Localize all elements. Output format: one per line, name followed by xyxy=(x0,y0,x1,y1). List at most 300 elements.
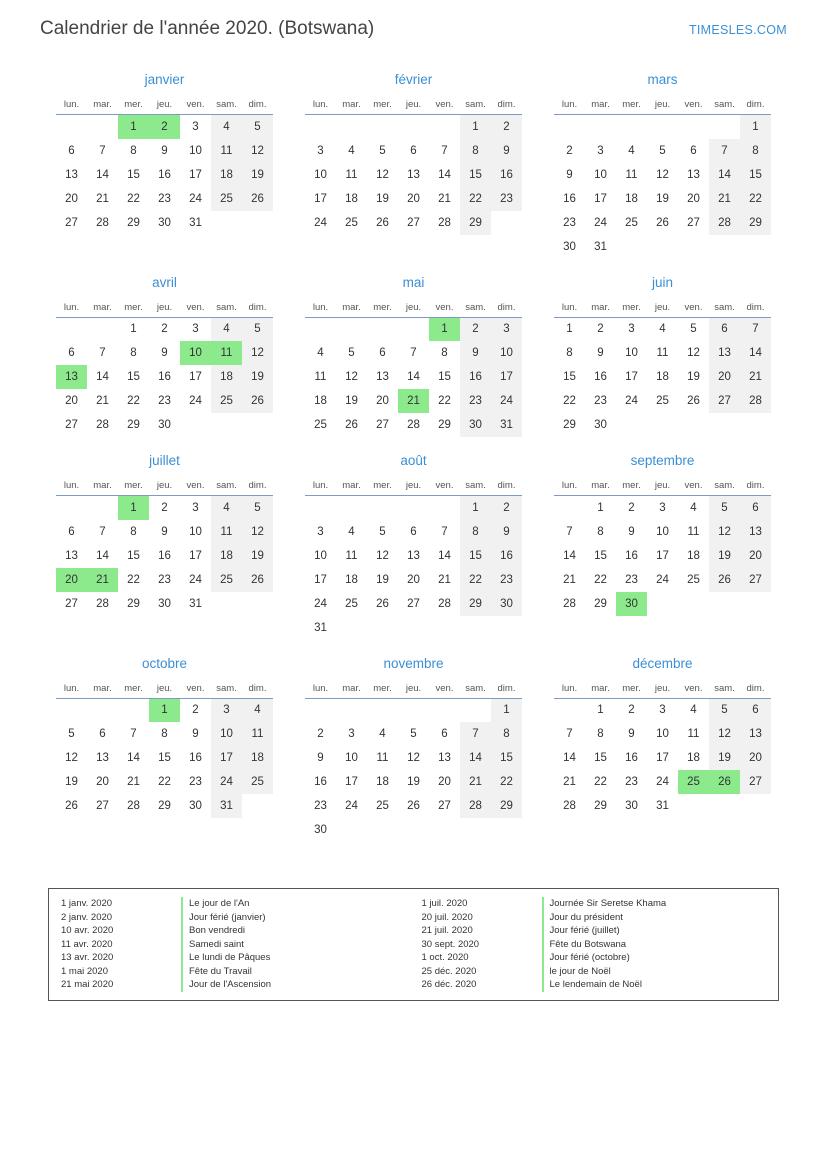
weekday-header: jeu. xyxy=(398,681,429,699)
day-cell: 20 xyxy=(65,395,78,407)
day-cell: 3 xyxy=(192,120,199,133)
day-cell: 15 xyxy=(460,163,491,187)
empty-cell xyxy=(398,616,429,640)
day-cell: 12 xyxy=(242,139,273,163)
legend-row xyxy=(422,938,769,952)
month-table xyxy=(554,681,771,819)
day-cell: 14 xyxy=(96,168,109,181)
day-cell: 19 xyxy=(656,192,669,205)
weekday-header: ven. xyxy=(678,681,709,699)
day-cell: 19 xyxy=(65,776,78,788)
empty-cell xyxy=(87,317,118,341)
day-cell: 9 xyxy=(161,525,168,538)
day-cell: 27 xyxy=(740,770,771,794)
weekday-header: mer. xyxy=(367,681,398,699)
legend-holiday-name: Samedi saint xyxy=(181,938,408,952)
empty-cell xyxy=(211,592,242,616)
week-row xyxy=(56,794,273,818)
weekday-header: mar. xyxy=(336,681,367,699)
day-cell: 26 xyxy=(709,568,740,592)
day-cell: 5 xyxy=(659,144,666,157)
weekday-header: ven. xyxy=(678,478,709,496)
year-grid xyxy=(40,62,787,848)
month-name: septembre xyxy=(630,453,695,468)
legend-date: 1 juil. 2020 xyxy=(421,898,468,909)
week-row xyxy=(305,115,522,139)
day-cell: 5 xyxy=(379,144,386,157)
day-cell: 27 xyxy=(65,216,78,229)
day-cell: 1 xyxy=(597,501,604,514)
day-cell: 7 xyxy=(99,347,106,359)
week-row xyxy=(56,722,273,746)
day-cell: 2 xyxy=(317,728,324,740)
legend-row xyxy=(61,965,408,979)
day-cell: 23 xyxy=(460,389,491,413)
legend-date: 1 oct. 2020 xyxy=(421,952,469,963)
day-cell: 28 xyxy=(96,419,109,431)
day-cell: 17 xyxy=(656,549,669,562)
legend-date: 10 avr. 2020 xyxy=(61,925,114,936)
empty-cell xyxy=(491,211,522,235)
day-cell: 19 xyxy=(242,163,273,187)
day-cell: 24 xyxy=(189,395,202,407)
weekday-header: dim. xyxy=(740,300,771,318)
week-row xyxy=(305,163,522,187)
empty-cell xyxy=(460,818,491,842)
weekday-header: mar. xyxy=(336,300,367,318)
day-cell: 16 xyxy=(314,776,327,788)
month-name: mai xyxy=(402,274,425,290)
day-cell-holiday: 26 xyxy=(709,770,740,794)
legend-row xyxy=(61,938,408,952)
day-cell: 17 xyxy=(656,752,669,764)
weekday-header: ven. xyxy=(180,681,211,699)
day-cell: 14 xyxy=(438,549,451,562)
empty-cell xyxy=(647,235,678,259)
weekday-header: mar. xyxy=(585,681,616,699)
week-row xyxy=(554,496,771,520)
day-cell: 26 xyxy=(345,419,358,431)
day-cell-holiday: 2 xyxy=(149,115,180,139)
day-cell: 4 xyxy=(211,496,242,520)
day-cell-holiday: 1 xyxy=(118,496,149,520)
day-cell: 12 xyxy=(376,168,389,181)
week-row xyxy=(56,365,273,389)
legend-date: 25 déc. 2020 xyxy=(421,965,477,977)
week-row xyxy=(554,211,771,235)
day-cell: 24 xyxy=(314,597,327,610)
day-cell: 29 xyxy=(438,419,451,431)
day-cell: 22 xyxy=(460,187,491,211)
empty-cell xyxy=(678,235,709,259)
day-cell: 6 xyxy=(709,317,740,341)
weekday-header: lun. xyxy=(554,681,585,699)
day-cell: 31 xyxy=(189,216,202,229)
day-cell: 9 xyxy=(597,347,604,359)
week-row xyxy=(305,139,522,163)
day-cell: 27 xyxy=(709,389,740,413)
weekday-header: mer. xyxy=(118,478,149,496)
empty-cell xyxy=(336,698,367,722)
day-cell: 5 xyxy=(709,698,740,722)
day-cell: 18 xyxy=(687,549,700,562)
day-cell: 19 xyxy=(709,544,740,568)
day-cell: 30 xyxy=(563,240,576,253)
legend-holiday-name: Jour férié (juillet) xyxy=(542,924,769,938)
day-cell: 13 xyxy=(740,722,771,746)
weekday-header: dim. xyxy=(242,681,273,699)
day-cell: 7 xyxy=(441,525,448,538)
day-cell: 31 xyxy=(594,240,607,253)
month-block xyxy=(538,62,787,265)
weekday-header: ven. xyxy=(180,97,211,115)
day-cell: 25 xyxy=(687,573,700,586)
empty-cell xyxy=(367,698,398,722)
day-cell: 23 xyxy=(158,395,171,407)
week-row xyxy=(554,163,771,187)
day-cell: 12 xyxy=(345,371,358,383)
day-cell: 2 xyxy=(628,501,635,514)
day-cell: 6 xyxy=(68,144,75,157)
empty-cell xyxy=(429,115,460,139)
legend-holiday-name: Fête du Travail xyxy=(181,965,408,979)
holiday-legend xyxy=(48,888,779,1001)
empty-cell xyxy=(87,698,118,722)
weekday-header: jeu. xyxy=(149,97,180,115)
day-cell: 22 xyxy=(127,395,140,407)
empty-cell xyxy=(242,413,273,437)
weekday-header: sam. xyxy=(211,681,242,699)
empty-cell xyxy=(429,818,460,842)
day-cell: 4 xyxy=(211,115,242,139)
day-cell: 21 xyxy=(438,573,451,586)
day-cell: 21 xyxy=(709,187,740,211)
day-cell: 21 xyxy=(127,776,140,788)
month-name: juillet xyxy=(149,453,180,468)
day-cell: 2 xyxy=(192,704,199,717)
legend-holiday-name: le jour de Noël xyxy=(542,965,769,979)
day-cell: 9 xyxy=(460,341,491,365)
day-cell: 25 xyxy=(211,389,242,413)
week-row xyxy=(56,163,273,187)
legend-holiday-name: Jour férié (octobre) xyxy=(542,951,769,965)
weekday-header: mar. xyxy=(87,300,118,318)
legend-row xyxy=(422,911,769,925)
week-row xyxy=(554,413,771,437)
day-cell: 15 xyxy=(158,752,171,764)
day-cell: 30 xyxy=(158,216,171,229)
empty-cell xyxy=(398,496,429,520)
day-cell: 29 xyxy=(127,419,140,431)
weekday-header: lun. xyxy=(56,97,87,115)
day-cell: 14 xyxy=(563,752,576,764)
day-cell: 14 xyxy=(460,746,491,770)
day-cell: 8 xyxy=(460,139,491,163)
legend-holiday-name: Jour de l'Ascension xyxy=(181,978,408,992)
weekday-header: ven. xyxy=(429,478,460,496)
month-block xyxy=(289,265,538,444)
month-table xyxy=(305,97,522,235)
empty-cell xyxy=(460,616,491,640)
weekday-header: ven. xyxy=(429,300,460,318)
week-row xyxy=(554,722,771,746)
empty-cell xyxy=(180,413,211,437)
day-cell: 11 xyxy=(211,139,242,163)
weekday-header: mar. xyxy=(87,681,118,699)
legend-holiday-name: Le lendemain de Noël xyxy=(542,978,769,992)
day-cell: 6 xyxy=(410,525,417,538)
weekday-header: dim. xyxy=(740,97,771,115)
weekday-header: lun. xyxy=(305,478,336,496)
day-cell: 10 xyxy=(594,168,607,181)
day-cell: 3 xyxy=(348,728,355,740)
day-cell: 5 xyxy=(242,496,273,520)
empty-cell xyxy=(367,496,398,520)
day-cell: 27 xyxy=(96,800,109,812)
week-row xyxy=(554,592,771,616)
week-row xyxy=(554,698,771,722)
empty-cell xyxy=(211,413,242,437)
month-name: décembre xyxy=(632,655,693,671)
empty-cell xyxy=(367,616,398,640)
weekday-header: lun. xyxy=(56,300,87,318)
weekday-header: mar. xyxy=(585,300,616,318)
empty-cell xyxy=(616,115,647,139)
week-row xyxy=(56,211,273,235)
legend-holiday-name: Fête du Botswana xyxy=(542,938,769,952)
legend-holiday-name: Journée Sir Seretse Khama xyxy=(542,897,769,911)
empty-cell xyxy=(87,115,118,139)
day-cell: 17 xyxy=(189,549,202,562)
month-block xyxy=(538,646,787,849)
weekday-header: sam. xyxy=(709,681,740,699)
day-cell: 4 xyxy=(379,728,386,740)
day-cell: 25 xyxy=(345,597,358,610)
week-row xyxy=(554,794,771,818)
day-cell: 20 xyxy=(438,776,451,788)
month-block xyxy=(538,443,787,646)
day-cell: 20 xyxy=(740,746,771,770)
legend-row xyxy=(422,978,769,992)
weekday-header: ven. xyxy=(180,300,211,318)
week-row xyxy=(305,389,522,413)
weekday-header: dim. xyxy=(491,681,522,699)
empty-cell xyxy=(740,235,771,259)
month-table xyxy=(554,97,771,259)
day-cell: 27 xyxy=(438,800,451,812)
month-block xyxy=(40,646,289,849)
day-cell: 30 xyxy=(158,419,171,431)
day-cell: 23 xyxy=(625,573,638,586)
legend-holiday-name: Jour férié (janvier) xyxy=(181,911,408,925)
day-cell: 26 xyxy=(407,800,420,812)
empty-cell xyxy=(740,592,771,616)
day-cell: 20 xyxy=(407,573,420,586)
legend-date: 21 mai 2020 xyxy=(61,979,114,990)
day-cell: 29 xyxy=(158,800,171,812)
weekday-header: mer. xyxy=(616,478,647,496)
day-cell: 28 xyxy=(563,597,576,610)
day-cell: 24 xyxy=(656,573,669,586)
day-cell: 3 xyxy=(628,323,635,336)
day-cell: 11 xyxy=(687,728,700,740)
day-cell: 12 xyxy=(709,520,740,544)
day-cell: 23 xyxy=(625,776,638,788)
legend-date: 26 déc. 2020 xyxy=(421,979,477,990)
day-cell: 28 xyxy=(460,794,491,818)
week-row xyxy=(56,139,273,163)
day-cell: 10 xyxy=(314,549,327,562)
day-cell: 4 xyxy=(690,704,697,717)
day-cell: 14 xyxy=(438,168,451,181)
day-cell: 18 xyxy=(376,776,389,788)
day-cell: 29 xyxy=(127,216,140,229)
day-cell: 24 xyxy=(656,776,669,788)
day-cell: 22 xyxy=(127,192,140,205)
month-table xyxy=(56,478,273,616)
day-cell: 16 xyxy=(491,544,522,568)
day-cell: 31 xyxy=(189,597,202,610)
month-table xyxy=(305,681,522,843)
day-cell: 26 xyxy=(242,568,273,592)
empty-cell xyxy=(336,115,367,139)
day-cell: 30 xyxy=(314,824,327,836)
day-cell-holiday: 30 xyxy=(616,592,647,616)
day-cell: 13 xyxy=(740,520,771,544)
month-block xyxy=(289,443,538,646)
day-cell: 23 xyxy=(594,395,607,407)
weekday-header: lun. xyxy=(554,97,585,115)
day-cell: 12 xyxy=(687,347,700,359)
empty-cell xyxy=(678,413,709,437)
day-cell: 10 xyxy=(625,347,638,359)
day-cell: 12 xyxy=(709,722,740,746)
day-cell: 8 xyxy=(566,347,573,359)
day-cell: 17 xyxy=(314,573,327,586)
day-cell: 21 xyxy=(563,573,576,586)
day-cell: 1 xyxy=(460,496,491,520)
day-cell: 19 xyxy=(709,746,740,770)
empty-cell xyxy=(709,794,740,818)
day-cell: 21 xyxy=(96,395,109,407)
day-cell: 25 xyxy=(625,216,638,229)
empty-cell xyxy=(242,592,273,616)
day-cell: 7 xyxy=(441,144,448,157)
weekday-header: dim. xyxy=(740,478,771,496)
weekday-header: mer. xyxy=(616,97,647,115)
day-cell: 11 xyxy=(376,752,389,764)
month-block xyxy=(289,62,538,265)
day-cell: 27 xyxy=(740,568,771,592)
weekday-header: sam. xyxy=(460,681,491,699)
legend-holiday-name: Le jour de l'An xyxy=(181,897,408,911)
weekday-header: dim. xyxy=(740,681,771,699)
day-cell: 14 xyxy=(127,752,140,764)
day-cell-holiday: 11 xyxy=(211,341,242,365)
day-cell-holiday: 13 xyxy=(56,365,87,389)
day-cell: 21 xyxy=(460,770,491,794)
legend-date: 30 sept. 2020 xyxy=(421,938,480,950)
day-cell: 23 xyxy=(158,573,171,586)
day-cell: 12 xyxy=(407,752,420,764)
day-cell: 22 xyxy=(594,573,607,586)
day-cell: 8 xyxy=(597,728,604,740)
weekday-header: mar. xyxy=(585,478,616,496)
day-cell: 15 xyxy=(491,746,522,770)
day-cell: 22 xyxy=(740,187,771,211)
month-block xyxy=(40,265,289,444)
day-cell: 7 xyxy=(99,525,106,538)
legend-row xyxy=(61,951,408,965)
day-cell-holiday: 21 xyxy=(87,568,118,592)
day-cell: 9 xyxy=(317,752,324,764)
day-cell: 16 xyxy=(594,371,607,383)
week-row xyxy=(554,568,771,592)
weekday-header: ven. xyxy=(180,478,211,496)
week-row xyxy=(305,413,522,437)
day-cell: 18 xyxy=(687,752,700,764)
day-cell: 24 xyxy=(345,800,358,812)
page-title: Calendrier de l'année 2020. (Botswana) xyxy=(40,18,375,39)
weekday-header: jeu. xyxy=(398,97,429,115)
day-cell: 19 xyxy=(242,365,273,389)
day-cell: 10 xyxy=(189,525,202,538)
day-cell: 28 xyxy=(438,216,451,229)
day-cell-holiday: 10 xyxy=(180,341,211,365)
week-row xyxy=(305,365,522,389)
day-cell: 30 xyxy=(594,419,607,431)
empty-cell xyxy=(678,592,709,616)
legend-holiday-name: Bon vendredi xyxy=(181,924,408,938)
day-cell: 8 xyxy=(597,525,604,538)
empty-cell xyxy=(678,794,709,818)
empty-cell xyxy=(491,616,522,640)
day-cell: 18 xyxy=(345,573,358,586)
day-cell: 27 xyxy=(376,419,389,431)
legend-date: 1 mai 2020 xyxy=(61,965,109,977)
week-row xyxy=(305,317,522,341)
empty-cell xyxy=(56,496,87,520)
legend-row xyxy=(61,924,408,938)
day-cell-holiday: 25 xyxy=(678,770,709,794)
day-cell: 20 xyxy=(687,192,700,205)
day-cell: 11 xyxy=(625,168,638,181)
day-cell: 6 xyxy=(379,347,386,359)
week-row xyxy=(56,770,273,794)
day-cell: 20 xyxy=(65,192,78,205)
legend-column-right xyxy=(422,897,769,992)
day-cell: 2 xyxy=(161,501,168,514)
week-row xyxy=(305,722,522,746)
day-cell: 18 xyxy=(656,371,669,383)
day-cell: 27 xyxy=(407,597,420,610)
weekday-header: jeu. xyxy=(398,300,429,318)
weekday-header: sam. xyxy=(211,97,242,115)
day-cell-holiday: 20 xyxy=(56,568,87,592)
legend-row xyxy=(422,951,769,965)
empty-cell xyxy=(242,794,273,818)
day-cell: 14 xyxy=(407,371,420,383)
weekday-header: mar. xyxy=(336,478,367,496)
day-cell: 26 xyxy=(376,597,389,610)
day-cell: 6 xyxy=(99,728,106,740)
weekday-header: mar. xyxy=(336,97,367,115)
week-row xyxy=(554,389,771,413)
weekday-header: jeu. xyxy=(149,300,180,318)
day-cell: 17 xyxy=(491,365,522,389)
day-cell: 24 xyxy=(314,216,327,229)
empty-cell xyxy=(398,317,429,341)
